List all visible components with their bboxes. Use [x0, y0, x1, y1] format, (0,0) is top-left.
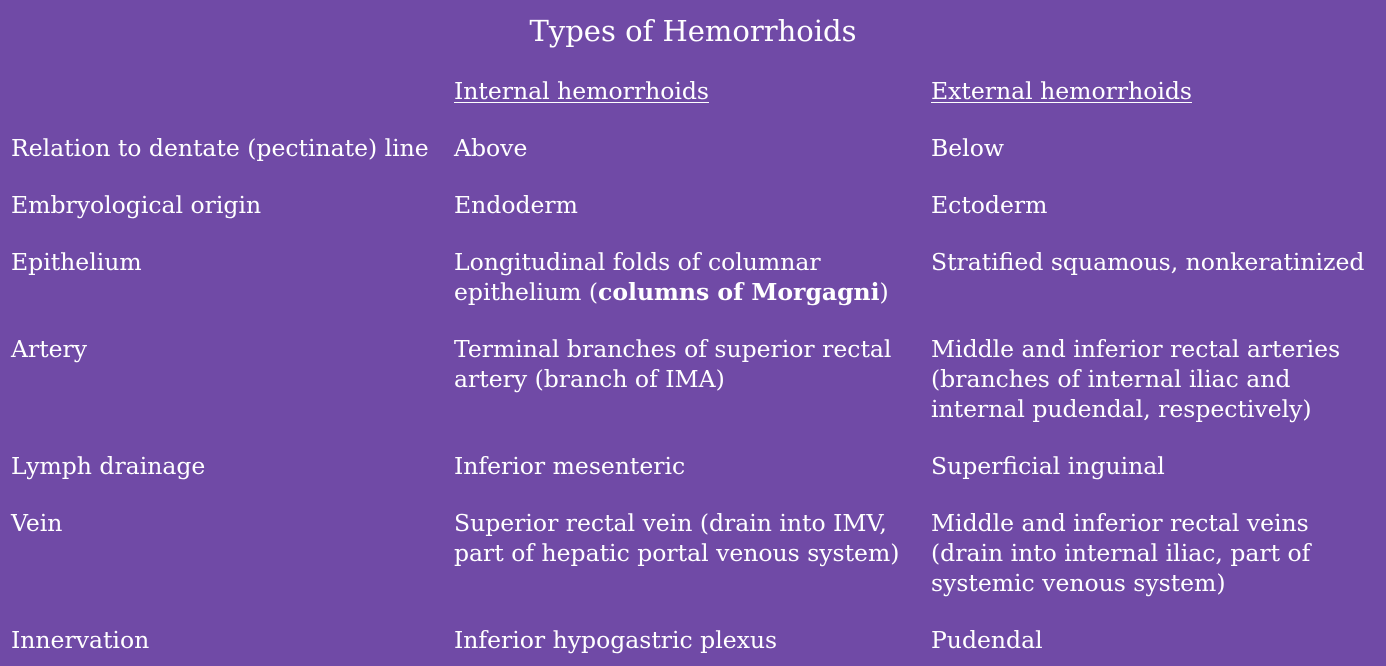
row-external-lymph: Superficial inguinal [931, 452, 1165, 480]
row-internal-origin: Endoderm [454, 191, 578, 219]
row-label-epithelium: Epithelium [11, 248, 142, 276]
row-label-innervation: Innervation [11, 626, 150, 654]
row-label-vein: Vein [11, 509, 63, 537]
header-external: External hemorrhoids [931, 77, 1192, 105]
row-internal-lymph: Inferior mesenteric [454, 452, 686, 480]
epithelium-close-paren: ) [879, 278, 889, 306]
row-internal-epithelium [454, 247, 904, 307]
columns-of-morgagni: columns of Morgagni [598, 278, 880, 306]
row-external-innervation: Pudendal [931, 626, 1043, 654]
row-external-epithelium: Stratified squamous, nonkeratinized [931, 248, 1365, 276]
row-internal-vein: Superior rectal vein (drain into IMV, part of hepatic portal venous system) [454, 509, 900, 567]
page-title: Types of Hemorrhoids [529, 14, 857, 48]
row-internal-innervation: Inferior hypogastric plexus [454, 626, 778, 654]
row-label-relation: Relation to dentate (pectinate) line [11, 134, 429, 162]
row-internal-relation: Above [454, 134, 528, 162]
row-external-vein: Middle and inferior rectal veins (drain into internal iliac, part of systemic venous system) [931, 509, 1311, 597]
row-external-origin: Ectoderm [931, 191, 1048, 219]
epithelium-text: Longitudinal folds of columnar epithelium ( [454, 248, 821, 306]
row-label-lymph: Lymph drainage [11, 452, 206, 480]
row-label-origin: Embryological origin [11, 191, 262, 219]
row-external-relation: Below [931, 134, 1004, 162]
row-internal-artery: Terminal branches of superior rectal artery (branch of IMA) [454, 335, 892, 393]
row-external-artery: Middle and inferior rectal arteries (branches of internal iliac and internal pudendal, respectively) [931, 335, 1341, 423]
row-label-artery: Artery [11, 335, 88, 363]
header-internal: Internal hemorrhoids [454, 77, 709, 105]
